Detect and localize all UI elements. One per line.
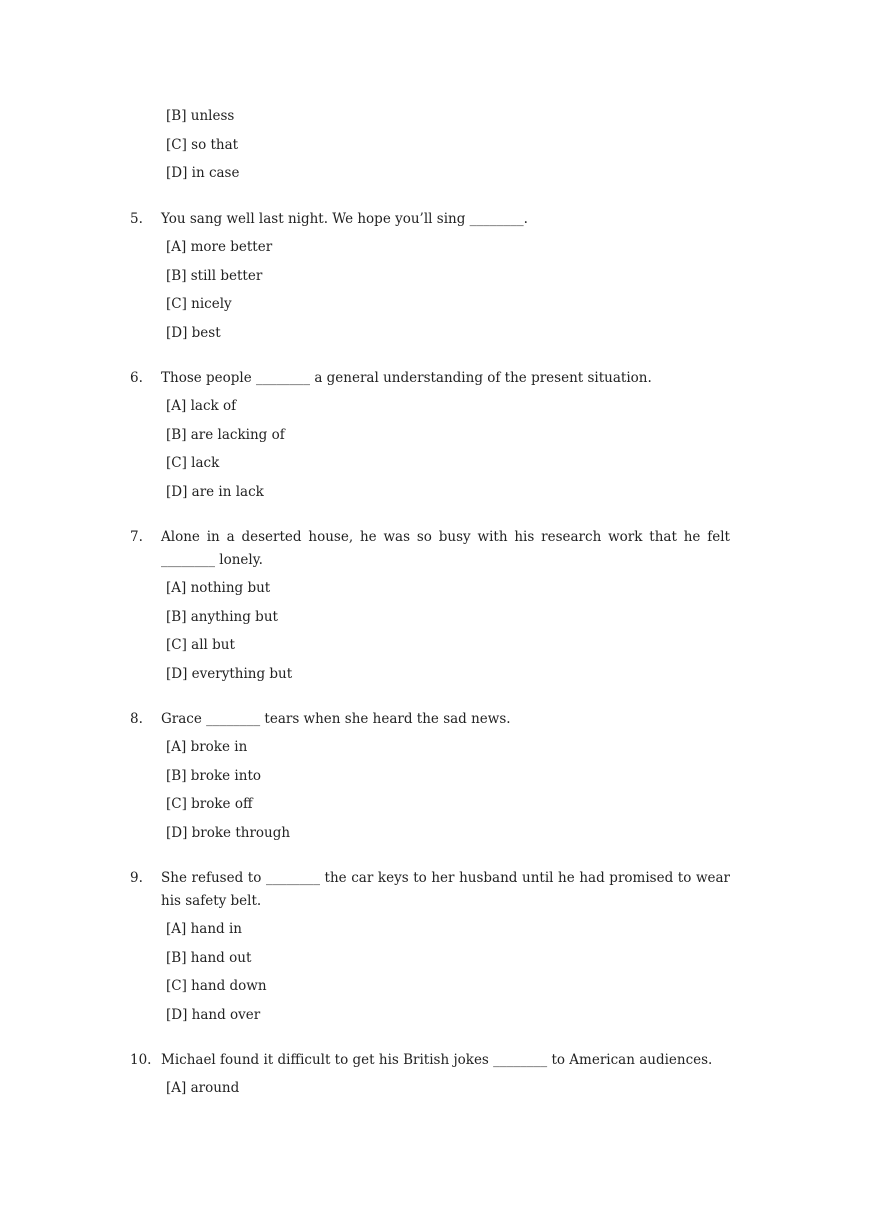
question-stem [130,367,730,390]
answer-options [166,919,730,1033]
question-number: 8. [130,711,143,727]
question-stem [130,208,730,231]
question-stem [130,708,730,731]
option-a: [A] nothing but [166,580,271,596]
question-text: Those people ________ a general understanding of the present situation. [161,370,652,386]
question-number: 5. [130,211,143,227]
question-7 [130,526,730,692]
question-text: Michael found it difficult to get his British jokes ________ to American audiences. [161,1052,713,1068]
question-number: 10. [130,1052,152,1068]
question-text: Alone in a deserted house, he was so busy with his research work that he felt ________ lonely. [161,529,730,568]
option-b: [B] anything but [166,608,278,625]
question-number: 6. [130,370,143,386]
option-c: [C] so that [166,136,239,153]
option-a: [A] broke in [166,739,248,755]
question-stem [130,526,730,572]
option-d: [D] are in lack [166,483,264,500]
option-b: [B] still better [166,267,263,284]
question-8 [130,708,730,851]
question-4-options-continued [166,106,239,192]
answer-options [166,578,730,692]
option-d: [D] everything but [166,665,293,682]
option-d: [D] hand over [166,1006,261,1023]
option-c: [C] hand down [166,978,267,994]
option-a: [A] hand in [166,921,242,937]
answer-options [166,1078,730,1107]
option-c: [C] lack [166,455,220,471]
option-a: [A] around [166,1080,240,1096]
answer-options [166,237,730,351]
answer-options [166,396,730,510]
option-d: [D] in case [166,165,240,181]
question-text: You sang well last night. We hope you’ll sing ________. [161,211,528,227]
option-a: [A] more better [166,239,273,255]
option-b: [B] unless [166,108,235,124]
option-c: [C] all but [166,637,235,653]
question-10 [130,1049,730,1107]
option-b: [B] broke into [166,767,261,784]
option-d: [D] broke through [166,824,291,841]
question-9 [130,867,730,1033]
question-number: 7. [130,529,143,545]
answer-options [166,737,730,851]
option-a: [A] lack of [166,398,237,414]
question-5 [130,208,730,351]
option-c: [C] broke off [166,796,253,812]
option-b: [B] are lacking of [166,426,285,443]
option-b: [B] hand out [166,949,252,966]
option-c: [C] nicely [166,296,232,312]
question-stem [130,867,730,913]
question-number: 9. [130,870,143,886]
question-6 [130,367,730,510]
question-text: She refused to ________ the car keys to her husband until he had promised to wear his safety belt. [161,870,730,909]
option-d: [D] best [166,324,221,341]
question-text: Grace ________ tears when she heard the sad news. [161,711,511,727]
question-stem [130,1049,730,1072]
